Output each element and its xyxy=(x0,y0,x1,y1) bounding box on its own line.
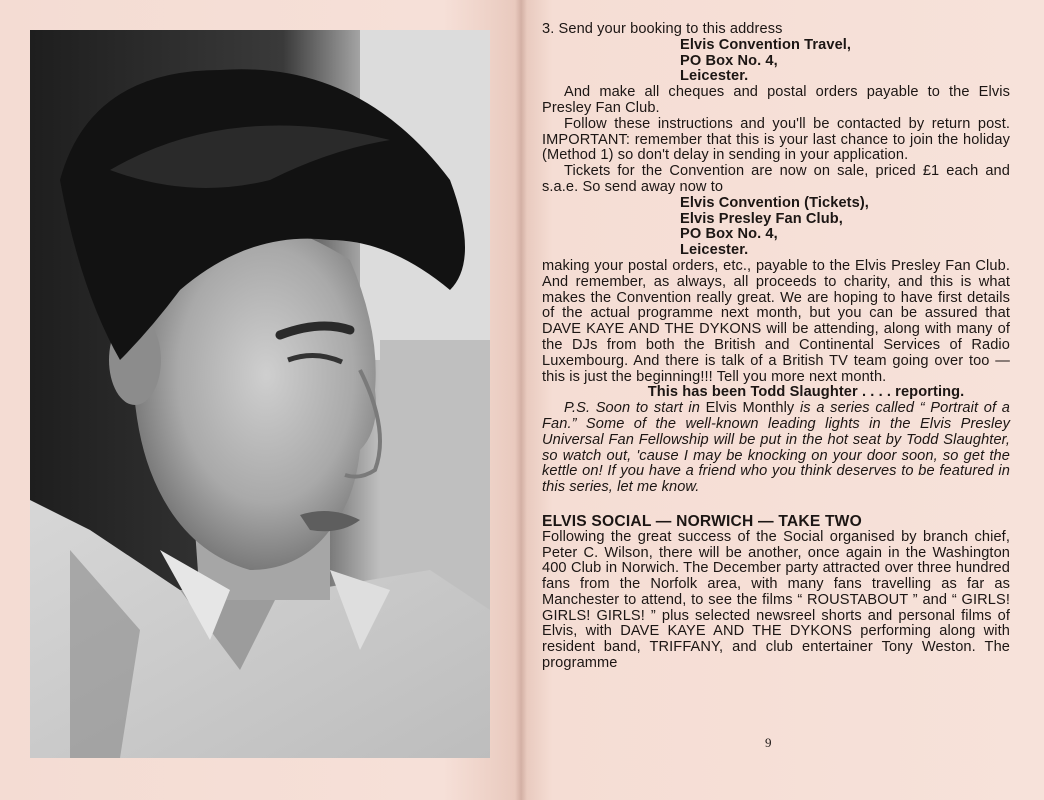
page-gutter xyxy=(515,0,527,800)
ps-magazine-title: Elvis Monthly xyxy=(705,400,795,417)
left-page xyxy=(0,0,521,800)
section-heading: ELVIS SOCIAL — NORWICH — TAKE TWO xyxy=(542,512,862,530)
address-line: PO Box No. 4, xyxy=(680,52,778,69)
signoff-line: This has been Todd Slaughter . . . . reporting. xyxy=(647,384,965,401)
page-number: 9 xyxy=(765,735,772,750)
cheques-paragraph: And make all cheques and postal orders payable to the Elvis Presley Fan Club. xyxy=(542,84,1010,116)
elvis-portrait-photo xyxy=(30,30,490,758)
step-3-instruction: 3. Send your booking to this address xyxy=(542,21,783,37)
address-line: Elvis Convention (Tickets), xyxy=(680,194,869,211)
address-line: Leicester. xyxy=(680,242,749,259)
instructions-paragraph: Follow these instructions and you'll be contacted by return post. IMPORTANT: remember that this is your last chance to join the holiday (Method 1) so don't delay in sending in your application. xyxy=(542,115,1010,164)
postal-paragraph: making your postal orders, etc., payable to the Elvis Presley Fan Club. And remember, as always, all proceeds to charity, and this is what makes the Convention really great. We are hoping to have first details of the actual programme next month, but you can be assured that DAVE KAYE AND THE DYKONS will be attending, along with many of the DJs from both the British and Continental Services of Radio Luxembourg. And there is talk of a British TV team going over too — this is just the beginning!!! Tell you more next month. xyxy=(542,257,1010,385)
address-line: Elvis Presley Fan Club, xyxy=(680,210,843,227)
address-line: Elvis Convention Travel, xyxy=(680,36,852,53)
tickets-address xyxy=(542,196,1010,259)
ps-paragraph xyxy=(542,401,1010,496)
section-body: Following the great success of the Social organised by branch chief, Peter C. Wilson, there will be another, once again in the Washington 400 Club in Norwich. The December party attracted over three hundred fans from the Norfolk area, with many fans travelling as far as Manchester to attend, to see the films “ ROUSTABOUT ” and “ GIRLS! GIRLS! GIRLS! ” plus selected newsreel shorts and personal films of Elvis, with DAVE KAYE AND THE DYKONS performing along with resident band, TRIFFANY, and club entertainer Tony Weston. The programme xyxy=(542,528,1010,672)
article-text xyxy=(542,22,1010,672)
address-line: PO Box No. 4, xyxy=(680,226,778,243)
travel-address xyxy=(542,38,1010,85)
ps-rest: is a series called “ Portrait of a Fan.” Some of the well-known leading lights in the Elvis Presley Universal Fan Fellowship will be put in the hot seat by Todd Slaughter, so watch out, 'cause I may be knocking on your door soon, so get the kettle on! If you have a friend who you think deserves to be featured in this series, let me know. xyxy=(542,400,1010,496)
tickets-paragraph: Tickets for the Convention are now on sale, priced £1 each and s.a.e. So send away now to xyxy=(542,163,1010,195)
ps-lead: P.S. Soon to start in xyxy=(564,400,706,417)
address-line: Leicester. xyxy=(680,68,749,85)
